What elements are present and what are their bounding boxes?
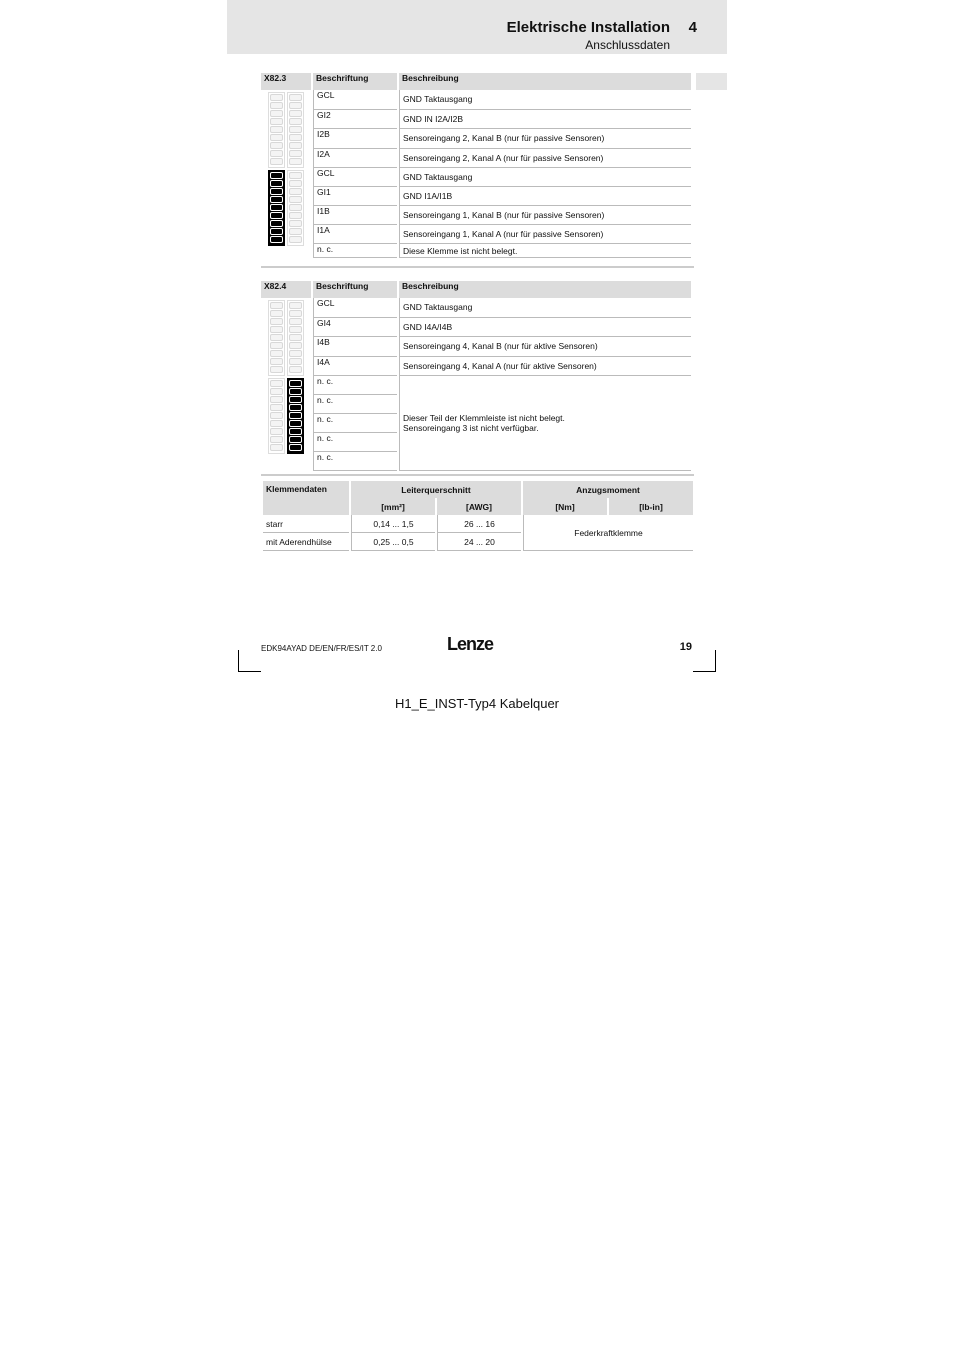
value-awg: 24 ... 20 <box>437 533 521 551</box>
terminal-label: GCL <box>313 90 397 110</box>
chapter-number: 4 <box>688 19 697 36</box>
connector-icon-lower-active <box>261 376 311 471</box>
crop-mark <box>693 671 716 672</box>
x82-3-table <box>259 73 693 258</box>
page-header <box>227 0 727 54</box>
terminal-label: GI1 <box>313 187 397 206</box>
klemmendaten-head: Klemmendaten <box>263 481 349 515</box>
terminal-desc: Diese Klemme ist nicht belegt. <box>399 244 691 258</box>
table-end-rule <box>261 474 694 476</box>
file-caption: H1_E_INST-Typ4 Kabelquer <box>394 696 560 711</box>
col-head-label: Beschriftung <box>313 281 397 298</box>
terminal-label: n. c. <box>313 452 397 471</box>
terminal-label: n. c. <box>313 376 397 395</box>
page-number: 19 <box>679 641 692 653</box>
value-mm2: 0,14 ... 1,5 <box>351 515 435 533</box>
col-head-label: Beschriftung <box>313 73 397 90</box>
terminal-desc: Sensoreingang 4, Kanal B (nur für aktive Sensoren) <box>399 337 691 357</box>
terminal-label: I4B <box>313 337 397 357</box>
table-end-rule <box>261 266 694 268</box>
cross-section-head: Leiterquerschnitt <box>351 481 521 498</box>
chapter-title: Elektrische Installation <box>506 19 670 36</box>
unused-desc-line-2: Sensoreingang 3 ist nicht verfügbar. <box>403 423 539 433</box>
unused-terminals-desc <box>399 376 691 471</box>
unit-awg: [AWG] <box>437 498 521 515</box>
terminal-data-table <box>261 481 695 551</box>
crop-mark <box>238 650 239 672</box>
col-head-desc: Beschreibung <box>399 73 691 90</box>
terminal-label: n. c. <box>313 244 397 258</box>
torque-head: Anzugsmoment <box>523 481 693 498</box>
connector-icon-upper-inactive <box>261 90 311 168</box>
thumb-tab <box>696 73 727 90</box>
terminal-desc: GND IN I2A/I2B <box>399 110 691 130</box>
terminal-desc: Sensoreingang 4, Kanal A (nur für aktive Sensoren) <box>399 357 691 377</box>
terminal-desc: Sensoreingang 2, Kanal B (nur für passive Sensoren) <box>399 129 691 149</box>
terminal-label: I2B <box>313 129 397 149</box>
col-head-terminal: X82.3 <box>261 73 311 90</box>
torque-value: Federkraftklemme <box>523 515 693 551</box>
terminal-desc: GND Taktausgang <box>399 168 691 187</box>
terminal-desc: Sensoreingang 2, Kanal A (nur für passive Sensoren) <box>399 149 691 169</box>
terminal-label: I4A <box>313 357 397 377</box>
terminal-desc: GND Taktausgang <box>399 90 691 110</box>
terminal-label: I1A <box>313 225 397 244</box>
lenze-logo: Lenze <box>447 634 494 654</box>
unit-lbin: [lb-in] <box>609 498 693 515</box>
terminal-label: I1B <box>313 206 397 225</box>
connector-icon-upper-inactive <box>261 298 311 376</box>
unit-mm2: [mm²] <box>351 498 435 515</box>
terminal-label: GI4 <box>313 318 397 338</box>
row-name: mit Aderendhülse <box>263 533 349 551</box>
value-awg: 26 ... 16 <box>437 515 521 533</box>
value-mm2: 0,25 ... 0,5 <box>351 533 435 551</box>
terminal-label: n. c. <box>313 414 397 433</box>
terminal-label: n. c. <box>313 433 397 452</box>
terminal-desc: GND I1A/I1B <box>399 187 691 206</box>
col-head-desc: Beschreibung <box>399 281 691 298</box>
crop-mark <box>715 650 716 672</box>
terminal-label: GCL <box>313 168 397 187</box>
row-name: starr <box>263 515 349 533</box>
unused-desc-line-1: Dieser Teil der Klemmleiste ist nicht belegt. <box>403 413 565 423</box>
connector-icon-lower-active <box>261 168 311 258</box>
doc-id: EDK94AYAD DE/EN/FR/ES/IT 2.0 <box>261 644 382 653</box>
terminal-desc: Sensoreingang 1, Kanal B (nur für passive Sensoren) <box>399 206 691 225</box>
terminal-label: GI2 <box>313 110 397 130</box>
terminal-label: GCL <box>313 298 397 318</box>
terminal-label: n. c. <box>313 395 397 414</box>
unit-nm: [Nm] <box>523 498 607 515</box>
section-subtitle: Anschlussdaten <box>585 38 670 52</box>
crop-mark <box>238 671 261 672</box>
x82-4-table <box>259 281 693 471</box>
col-head-terminal: X82.4 <box>261 281 311 298</box>
terminal-desc: GND I4A/I4B <box>399 318 691 338</box>
terminal-desc: Sensoreingang 1, Kanal A (nur für passive Sensoren) <box>399 225 691 244</box>
terminal-label: I2A <box>313 149 397 169</box>
terminal-desc: GND Taktausgang <box>399 298 691 318</box>
